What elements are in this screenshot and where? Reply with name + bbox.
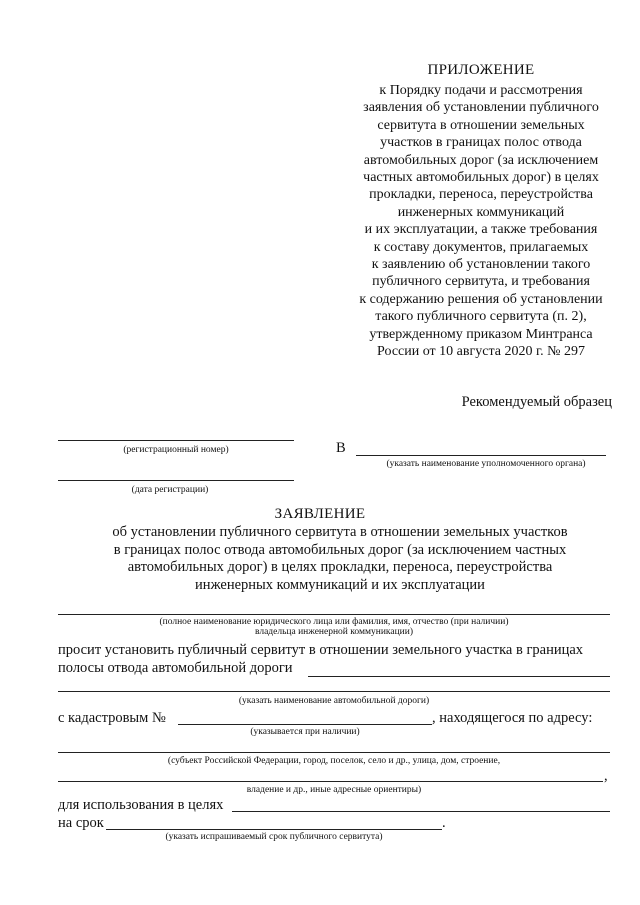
- authority-line[interactable]: [356, 455, 606, 456]
- located-label: , находящегося по адресу:: [432, 710, 593, 726]
- term-hint: (указать испрашиваемый срок публичного сервитута): [165, 832, 383, 842]
- reg-number-hint: (регистрационный номер): [123, 445, 229, 455]
- reg-date-hint: (дата регистрации): [131, 485, 209, 495]
- appendix-line: утвержденному приказом Минтранса: [369, 326, 593, 342]
- appendix-line: России от 10 августа 2020 г. № 297: [377, 344, 585, 360]
- statement-title: ЗАЯВЛЕНИЕ: [274, 506, 366, 522]
- statement-line: об установлении публичного сервитута в отношении земельных участков: [112, 524, 568, 540]
- appendix-line: и их эксплуатации, а также требования: [364, 222, 598, 238]
- statement-line: инженерных коммуникаций и их эксплуатации: [195, 576, 485, 593]
- term-label: на срок: [58, 815, 104, 831]
- appendix-text: [300, 82, 640, 361]
- cadastral-hint: (указывается при наличии): [250, 727, 360, 737]
- appendix-line: к Порядку подачи и рассмотрения: [379, 83, 583, 98]
- request-line-1: просит установить публичный сервитут в отношении земельного участка в границах: [58, 642, 584, 658]
- appendix-line: к заявлению об установлении такого: [371, 257, 591, 273]
- road-name-line[interactable]: [308, 676, 610, 677]
- appendix-line: к составу документов, прилагаемых: [373, 239, 589, 255]
- appendix-line: к содержанию решения об установлении: [359, 291, 603, 307]
- address-line-1[interactable]: [58, 752, 610, 753]
- applicant-hint-line: владельца инженерной коммуникации): [254, 627, 414, 637]
- term-dot: .: [442, 815, 446, 831]
- address-comma: ,: [604, 768, 608, 784]
- appendix-line: участков в границах полос отвода: [380, 135, 582, 151]
- address-line-2[interactable]: [58, 781, 603, 782]
- appendix-line: автомобильных дорог (за исключением: [363, 152, 599, 168]
- authority-hint: (указать наименование уполномоченного органа): [386, 459, 586, 469]
- appendix-line: такого публичного сервитута (п. 2),: [375, 309, 587, 325]
- recommended-sample-label: Рекомендуемый образец: [461, 394, 612, 410]
- appendix-line: прокладки, переноса, переустройства: [369, 187, 593, 203]
- appendix-line: заявления об установлении публичного: [363, 100, 599, 116]
- statement-subtitle: [20, 524, 640, 594]
- purpose-label: для использования в целях: [58, 797, 224, 813]
- cadastral-number-line[interactable]: [178, 724, 432, 725]
- appendix-line: публичного сервитута, и требования: [372, 274, 590, 290]
- request-line-2: полосы отвода автомобильной дороги: [58, 660, 293, 676]
- reg-date-line[interactable]: [58, 480, 294, 481]
- statement-line: в границах полос отвода автомобильных дорог (за исключением частных: [113, 541, 567, 558]
- reg-number-line[interactable]: [58, 440, 294, 441]
- to-label: В: [336, 440, 346, 456]
- address-hint-2: владение и др., иные адресные ориентиры): [246, 785, 422, 795]
- appendix-line: сервитута в отношении земельных: [377, 117, 585, 133]
- applicant-line[interactable]: [58, 614, 610, 615]
- road-name-line-2[interactable]: [58, 691, 610, 692]
- term-line[interactable]: [106, 829, 442, 830]
- appendix-line: инженерных коммуникаций: [397, 204, 565, 220]
- appendix-title: ПРИЛОЖЕНИЕ: [427, 62, 535, 78]
- applicant-hint: [58, 617, 610, 637]
- applicant-hint-line: (полное наименование юридического лица или фамилия, имя, отчество (при наличии): [159, 617, 509, 627]
- appendix-line: частных автомобильных дорог) в целях: [363, 170, 599, 186]
- purpose-line[interactable]: [232, 811, 610, 812]
- statement-line: автомобильных дорог) в целях прокладки, переноса, переустройства: [127, 559, 553, 575]
- address-hint-1: (субъект Российской Федерации, город, поселок, село и др., улица, дом, строение,: [167, 756, 501, 766]
- cadastral-label: с кадастровым №: [58, 710, 166, 726]
- road-hint: (указать наименование автомобильной дороги): [238, 696, 430, 706]
